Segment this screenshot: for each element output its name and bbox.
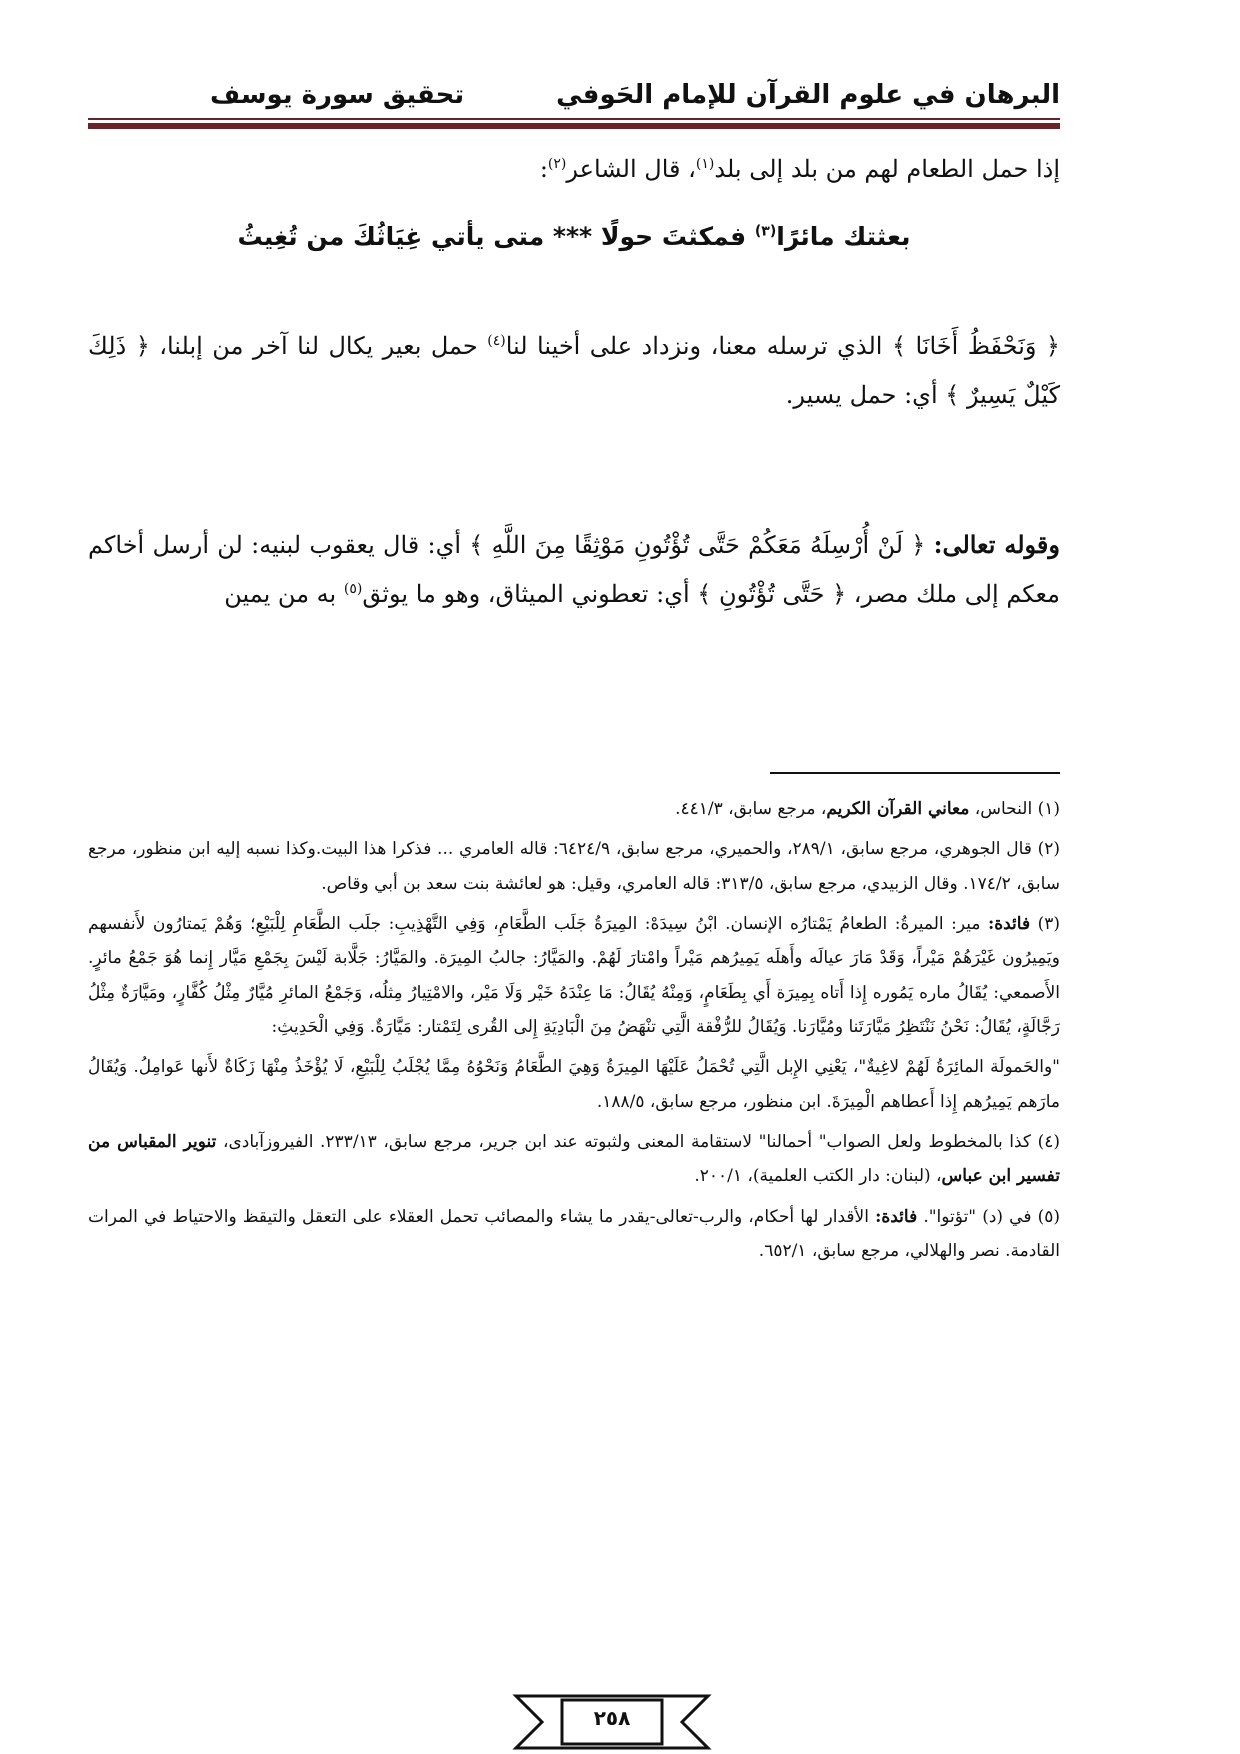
footnotes: [88, 792, 1060, 1274]
body-paragraph-2: ﴿ وَنَحْفَظُ أَخَانَا ﴾ الذي ترسله معنا، ونزداد على أخينا لنا$^{(٤)}$ حمل بعير يكال لنا آخر من إبلنا، ﴿ ذَلِكَ كَيْلٌ يَسِيرٌ ﴾ أي: حمل يسير.: [88, 332, 1060, 410]
footnote-ref[interactable]: (٥): [343, 581, 363, 598]
footnote-ref[interactable]: (٣): [754, 223, 777, 240]
footnote-5: (٥) في (د) "تؤتوا". فائدة: الأقدار لها أحكام، والرب-تعالى-يقدر ما يشاء والمصائب تحمل العقلاء على التعقل والتيقظ والاحتياط في المرات القادمة. نصر والهلالي، مرجع سابق، ٦٥٢/١.: [88, 1206, 1060, 1261]
footnote-1: (١) النحاس، معاني القرآن الكريم، مرجع سابق، ٤٤١/٣.: [675, 799, 1060, 819]
page-number: ٢٥٨: [593, 1706, 631, 1730]
body-paragraph-1: إذا حمل الطعام لهم من بلد إلى بلد$^{(١)}$، قال الشاعر$^{(٢)}$:: [539, 155, 1060, 183]
footnote-4: (٤) كذا بالمخطوط ولعل الصواب" أحمالنا" لاستقامة المعنى ولثبوته عند ابن جرير، مرجع سابق، ٢٣٣/١٣. الفيروزآبادى، تنوير المقباس من تفسير ابن عباس، (لبنان: دار الكتب العلمية)، ٢٠٠/١.: [88, 1131, 1061, 1187]
poem-verse: بعثتك مائرًا$^{(٣)}$ فمكثتَ حولًا *** متى يأتي غِيَاثُكَ من تُغِيثُ: [237, 222, 911, 251]
chapter-title: تحقيق سورة يوسف: [210, 80, 465, 110]
running-header: [190, 70, 1060, 110]
footnote-2: (٢) قال الجوهري، مرجع سابق، ٢٨٩/١، والحميري، مرجع سابق، ٦٤٢٤/٩: قاله العامري ... فذكرا هذا البيت.وكذا نسبه إليه ابن منظور، مرجع سابق، ١٧٤/٢. وقال الزبيدي، مرجع سابق، ٣١٣/٥: قاله العامري، وقيل: هو لعائشة بنت سعد بن أبي وقاص.: [88, 839, 1060, 894]
footnote-ref[interactable]: (٤): [487, 333, 506, 349]
body-paragraph-3: وقوله تعالى: ﴿ لَنْ أُرْسِلَهُ مَعَكُمْ حَتَّى تُؤْتُونِ مَوْثِقًا مِنَ اللَّهِ ﴾ أي: قال يعقوب لبنيه: لن أرسل أخاكم معكم إلى ملك مصر، ﴿ حَتَّى تُؤْتُونِ ﴾ أي: تعطوني الميثاق، وهو ما يوثق$^{(٥)}$ به من يمين: [88, 530, 1060, 609]
footnote-3: (٣) فائدة: مير: الميرةُ: الطعامُ يَمْتارُه الإنسان. ابْنُ سِيدَهْ: المِيرَةُ جَلَب الطَّعَامِ، وَفِي التَّهْذِيبِ: جلَب الطَّعَامِ لِلْبَيْعِ؛ وَهُمْ يَمتارُون لأَنفسهم ويَمِيرُون غَيْرَهُمْ مَيْراً، وَقَدْ مَارَ عيالَه وأَهلَه يَمِيرُهم مَيْراً وامْتارَ لَهُمْ. والمَيَّارُ: جالبُ المِيرَة. والمَيَّارُ: جَلَّابة لَيْسَ بِجَمْعِ مَيَّار إِنما هُوَ جَمْعُ مائرٍ. الأَصمعي: يُقَالُ ماره يَمُوره إِذا أَتاه بِمِيرَة أَي بِطَعَامٍ، وَمِنْهُ يُقَالُ: مَا عِنْدَهُ خَيْر وَلَا مَيْر، والامْتِيارُ مِثلُه، وَجَمْعُ المائرِ مُيَّارٌ مِثْلُ كُفَّارٍ، ومَيَّارَةٌ مِثْلُ رَجَّالَةٍ، يُقَالُ: نَحْنُ نَنْتَظِرُ مَيَّارَتَنا ومُيَّارَنا. وَيُقَالُ للرُّفْقة الَّتِي تنْهَضُ مِنَ الْبَادِيَةِ إِلى القُرى لِتَمْتار: مَيَّارَةٌ. وَفِي الْحَدِيثِ:: [88, 913, 1061, 1037]
page-number-ornament: [512, 1692, 712, 1752]
footnote-3-continued: "والحَمولَة المائِرَةُ لَهُمْ لاغِيةٌ"، يَعْنِي الإِبل الَّتِي تُحْمَلُ عَلَيْهَا المِيرَةُ وَهِيَ الطَّعَامُ وَنَحْوُهُ مِمَّا يُجْلَبُ لِلْبَيْعِ، لَا يُؤْخَذُ مِنْهَا زَكَاةٌ لأَنها عَوامِلُ. وَيُقَالُ مارَهم يَمِيرُهم إِذا أَعطاهم الْمِيرَةَ. ابن منظور، مرجع سابق، ١٨٨/٥.: [88, 1057, 1060, 1112]
footnote-separator: [770, 772, 1060, 774]
footnote-ref[interactable]: (٢): [547, 156, 567, 172]
footnote-ref[interactable]: (١): [695, 156, 715, 172]
book-title: البرهان في علوم القرآن للإمام الحَوفي: [556, 80, 1060, 110]
